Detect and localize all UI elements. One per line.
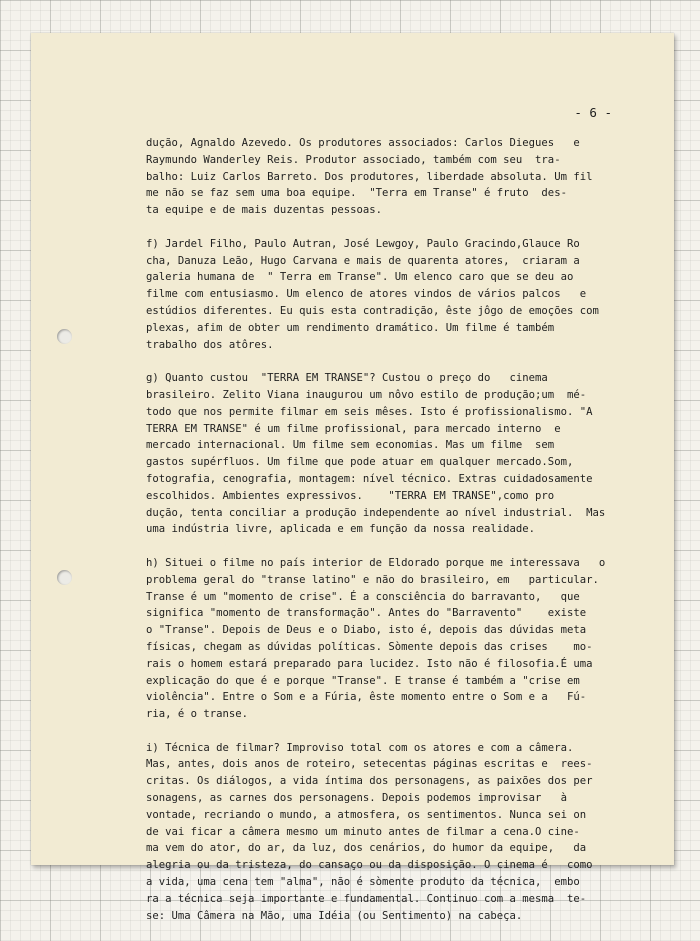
text-line: TERRA EM TRANSE" é um filme profissional, para mercado interno e [146, 422, 561, 435]
text-line: plexas, afim de obter um rendimento dramático. Um filme é também [146, 321, 555, 334]
text-line: galeria humana de " Terra em Transe". Um elenco caro que se deu ao [146, 271, 574, 284]
text-line: ra a técnica seja importante e fundamental. Continuo com a mesma te- [146, 892, 587, 905]
text-line: a vida, uma cena tem "alma", não é sòmente produto da técnica, embo [146, 876, 580, 889]
text-line: vontade, recriando o mundo, a atmosfera, os sentimentos. Nunca sei on [146, 808, 587, 821]
text-line: explicação do que é e porque "Transe". E transe é também a "crise em [146, 674, 580, 687]
text-line: físicas, chegam as dúvidas políticas. Sòmente depois das crises mo- [146, 640, 593, 653]
paragraph-h-eldorado [146, 555, 646, 723]
text-line: filme com entusiasmo. Um elenco de atores vindos de vários palcos e [146, 288, 587, 301]
text-line: de vai ficar a câmera mesmo um minuto antes de filmar a cena.O cine- [146, 825, 580, 838]
text-line: Mas, antes, dois anos de roteiro, setecentas páginas escritas e rees- [146, 758, 593, 771]
paragraph-f-cast [146, 236, 646, 354]
paragraph-g-cost [146, 370, 646, 538]
text-line: dução, Agnaldo Azevedo. Os produtores associados: Carlos Diegues e [146, 137, 580, 149]
text-line: escolhidos. Ambientes expressivos. "TERRA EM TRANSE",como pro [146, 489, 555, 502]
document-body [146, 135, 646, 941]
text-line: i) Técnica de filmar? Improviso total com os atores e com a câmera. [146, 741, 574, 754]
text-line: significa "momento de transformação". Antes do "Barravento" existe [146, 607, 587, 620]
text-line: mercado internacional. Um filme sem economias. Mas um filme sem [146, 439, 555, 452]
text-line: gastos supérfluos. Um filme que pode atuar em qualquer mercado.Som, [146, 456, 574, 469]
document-page [31, 33, 674, 922]
text-line: balho: Luiz Carlos Barreto. Dos produtores, liberdade absoluta. Um fil [146, 170, 593, 183]
text-line: trabalho dos atôres. [146, 338, 274, 351]
text-line: dução, tenta conciliar a produção independente ao nível industrial. Mas [146, 506, 606, 519]
credits-paragraph [146, 135, 646, 219]
text-line: Raymundo Wanderley Reis. Produtor associado, também com seu tra- [146, 153, 561, 166]
text-line: rais o homem estará preparado para lucidez. Isto não é filosofia.É uma [146, 657, 593, 670]
text-line: f) Jardel Filho, Paulo Autran, José Lewgoy, Paulo Gracindo,Glauce Ro [146, 237, 580, 250]
text-line: sonagens, as carnes dos personagens. Depois podemos improvisar à [146, 792, 567, 805]
punch-hole-top [57, 329, 72, 344]
text-line: ta equipe e de mais duzentas pessoas. [146, 204, 382, 217]
text-line: ria, é o transe. [146, 708, 249, 721]
punch-hole-bottom [57, 570, 72, 585]
text-line: todo que nos permite filmar em seis mêses. Isto é profissionalismo. "A [146, 405, 593, 418]
text-line: Transe é um "momento de crise". É a consciência do barravanto, que [146, 590, 580, 603]
text-line: h) Situei o filme no país interior de Eldorado porque me interessava o [146, 556, 606, 569]
text-line: brasileiro. Zelito Viana inaugurou um nôvo estilo de produção;um mé- [146, 388, 587, 401]
text-line: se: Uma Câmera na Mão, uma Idéia (ou Sentimento) na cabeça. [146, 909, 523, 922]
text-line: o "Transe". Depois de Deus e o Diabo, isto é, depois das dúvidas meta [146, 624, 587, 637]
text-line: alegria ou da tristeza, do cansaço ou da disposição. O cinema é como [146, 859, 593, 872]
text-line: problema geral do "transe latino" e não do brasileiro, em particular. [146, 573, 599, 586]
page-number: - 6 - [574, 105, 612, 120]
text-line: critas. Os diálogos, a vida íntima dos personagens, as paixões dos per [146, 775, 593, 788]
text-line: me não se faz sem uma boa equipe. "Terra em Transe" é fruto des- [146, 187, 567, 200]
text-line: g) Quanto custou "TERRA EM TRANSE"? Custou o preço do cinema [146, 372, 548, 385]
text-line: uma indústria livre, aplicada e em função da nossa realidade. [146, 523, 536, 536]
paragraph-i-technique [146, 740, 646, 925]
text-line: violência". Entre o Som e a Fúria, êste momento entre o Som e a Fú- [146, 691, 587, 704]
text-line: estúdios diferentes. Eu quis esta contradição, êste jôgo de emoções com [146, 304, 599, 317]
text-line: cha, Danuza Leão, Hugo Carvana e mais de quarenta atores, criaram a [146, 254, 580, 267]
text-line: fotografia, cenografia, montagem: nível técnico. Extras cuidadosamente [146, 472, 593, 485]
text-line: ma vem do ator, do ar, da luz, dos cenários, do humor da equipe, da [146, 842, 587, 855]
